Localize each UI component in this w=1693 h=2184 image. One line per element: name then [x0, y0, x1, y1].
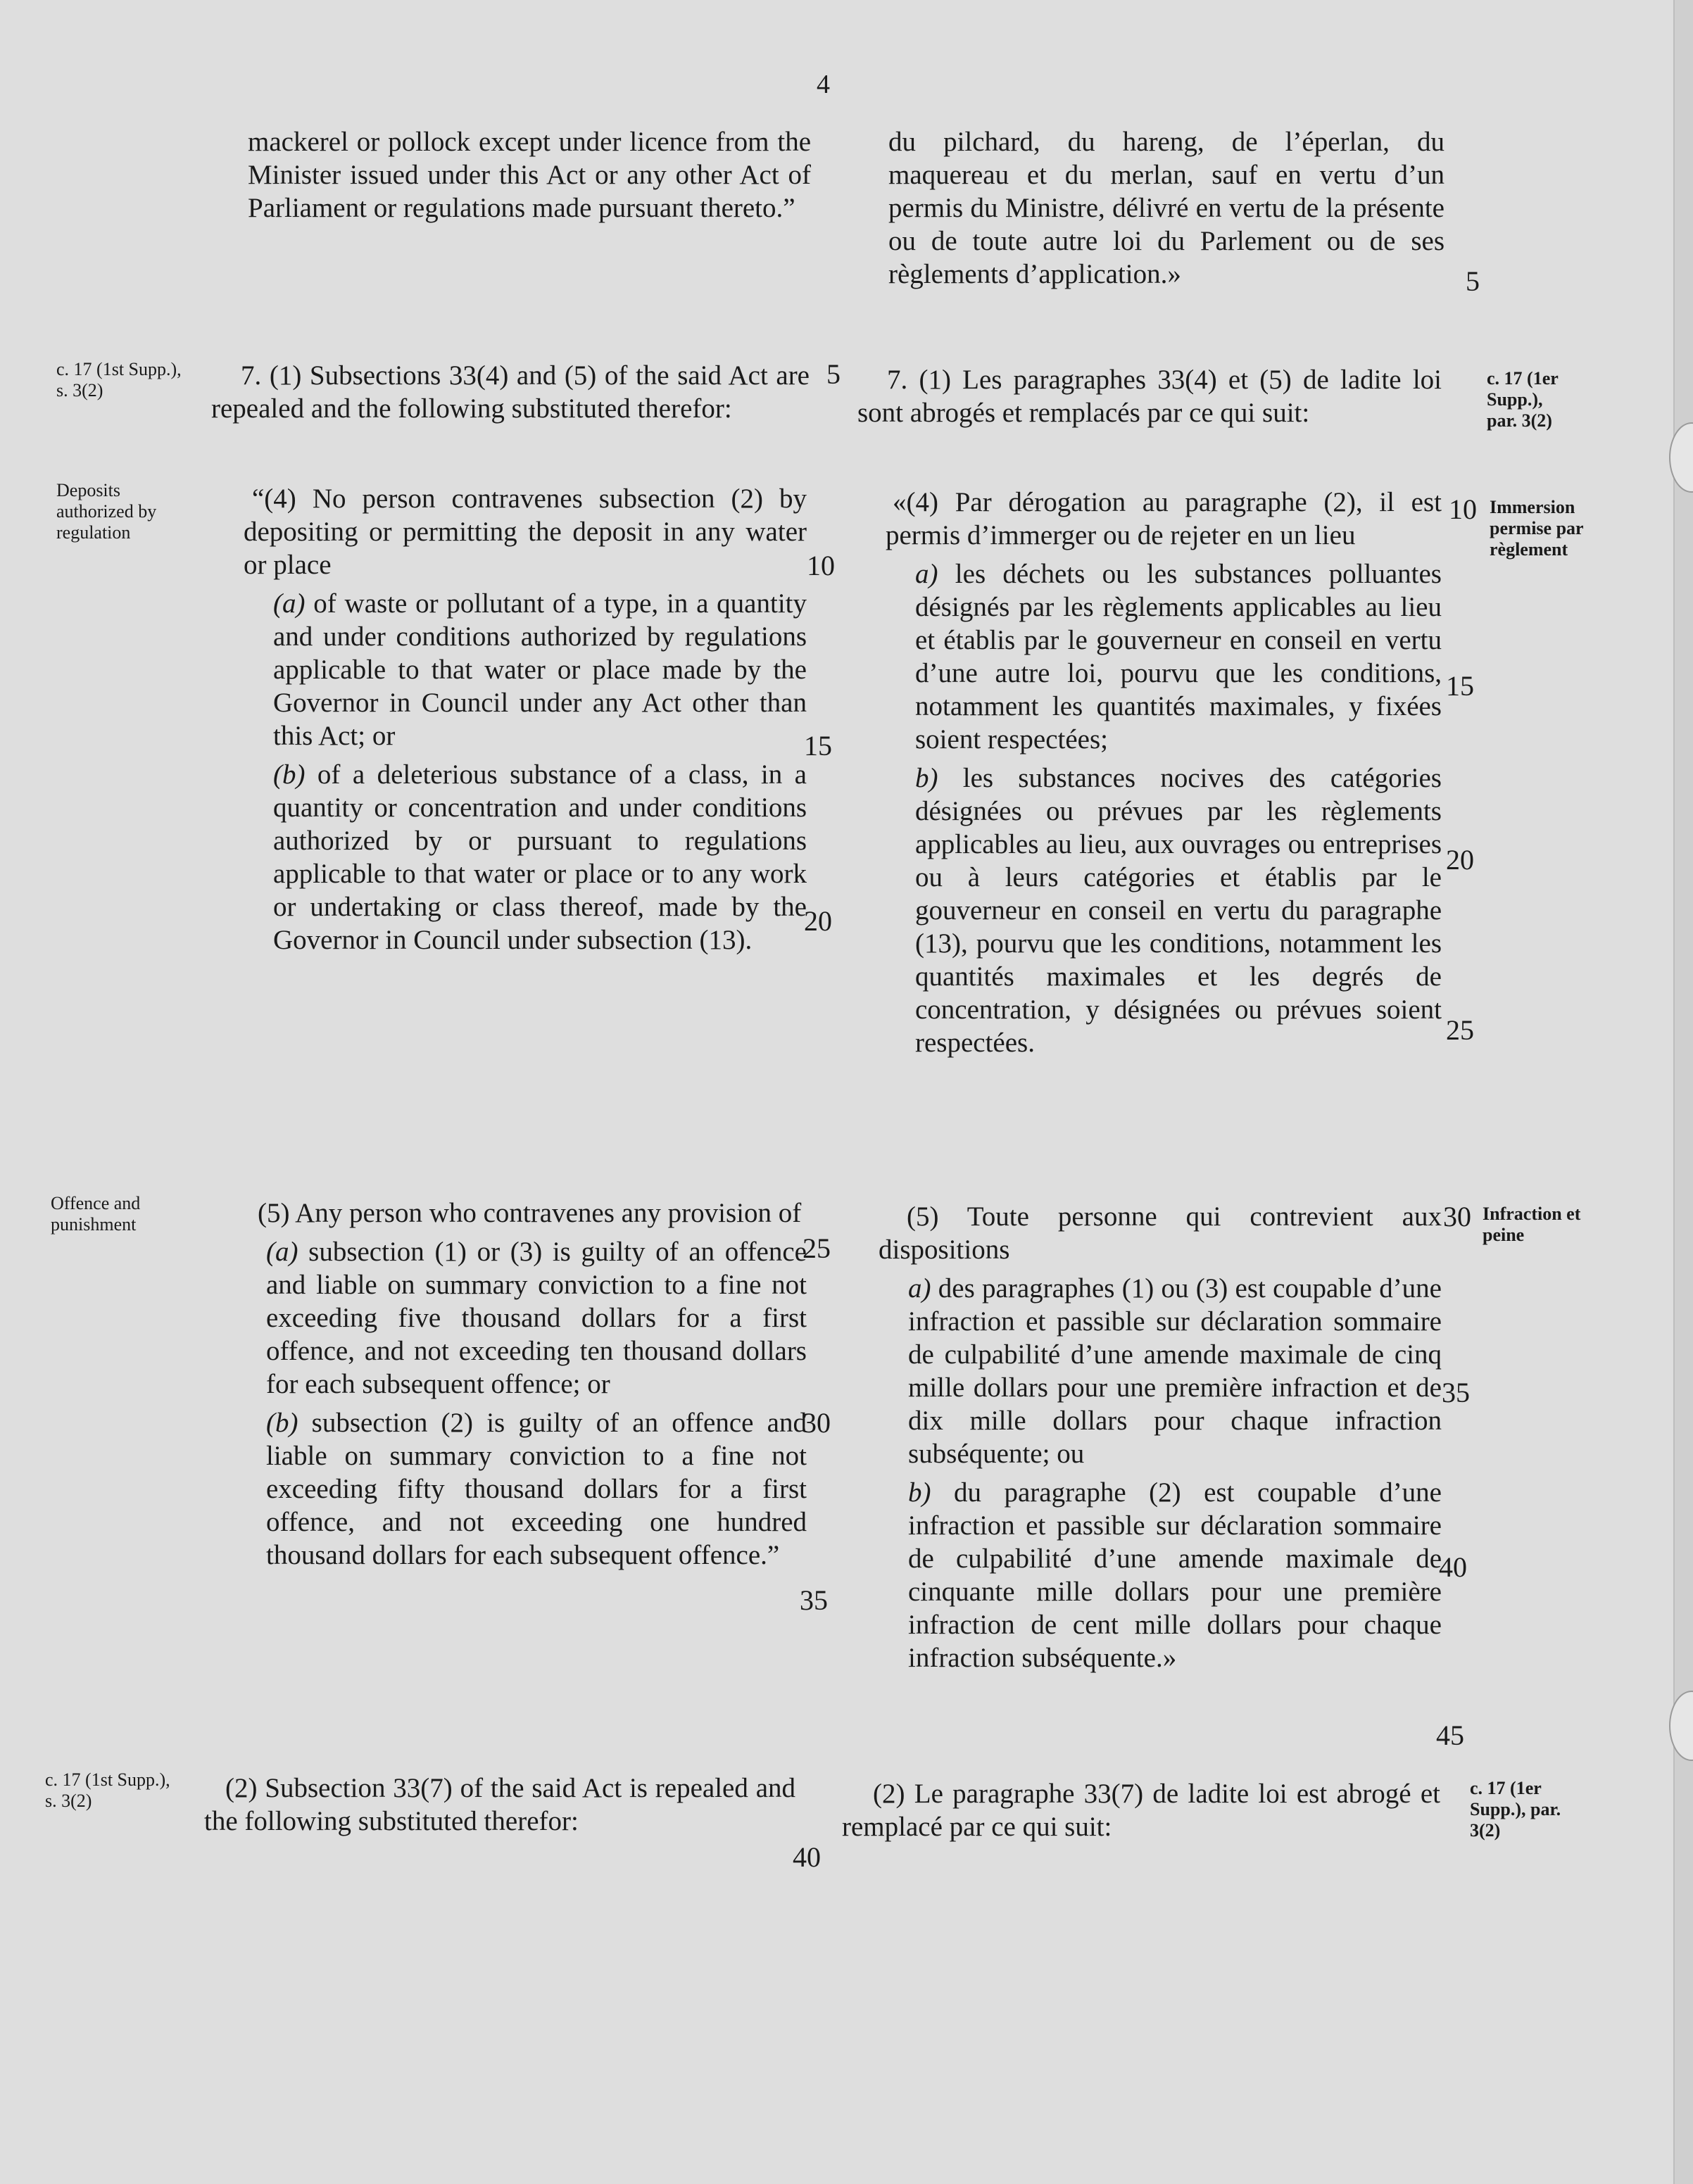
- line-number: 5: [1466, 265, 1480, 297]
- line-number: 25: [1446, 1014, 1474, 1046]
- line-number: 40: [793, 1841, 821, 1873]
- line-number: 10: [1449, 493, 1477, 525]
- en-para-4b: (b) of a deleterious substance of a class, in a quantity or concentration and under conditions authorized by or pursuant to regulations applicable to that water or place or to any work or undertaking or class thereof, made by the Governor in Council under subsection (13).: [273, 759, 807, 955]
- margin-note-right: c. 17 (1er Supp.), par. 3(2): [1470, 1778, 1561, 1841]
- margin-note-left: c. 17 (1st Supp.), s. 3(2): [45, 1769, 170, 1811]
- fr-carryover: du pilchard, du hareng, de l’éperlan, du maquereau et du merlan, sauf en vertu d’un permis du Ministre, délivré en vertu de la présente ou de toute autre loi du Parlement ou de ses règlements d’application.»: [888, 127, 1445, 289]
- margin-note-right: Immersion permise par règlement: [1490, 497, 1584, 560]
- line-number: 35: [1442, 1377, 1470, 1408]
- margin-note-right: Infraction et peine: [1483, 1204, 1581, 1245]
- fr-para-5b: b) du paragraphe (2) est coupable d’une infraction et passible sur déclaration sommaire de culpabilité d’une amende maximale de cinquante mille dollars pour une première infraction de cent mille dollars pour chaque infraction subséquente.»: [908, 1477, 1442, 1673]
- en-para-5b: (b) subsection (2) is guilty of an offence and liable on summary conviction to a fine not exceeding fifty thousand dollars for a first offence, and not exceeding one hundred thousand dollars for each subsequent offence.”: [266, 1408, 807, 1570]
- en-section-7-1: 7. (1) Subsections 33(4) and (5) of the said Act are repealed and the following substituted therefor:: [211, 360, 810, 424]
- fr-section-7-1: 7. (1) Les paragraphes 33(4) et (5) de ladite loi sont abrogés et remplacés par ce qui suit:: [857, 365, 1442, 428]
- line-number: 15: [804, 730, 832, 762]
- margin-note-left: Deposits authorized by regulation: [56, 480, 157, 543]
- line-number: 30: [803, 1407, 831, 1439]
- page-number: 4: [817, 70, 830, 99]
- en-carryover: mackerel or pollock except under licence from the Minister issued under this Act or any other Act of Parliament or regulations made pursuant thereto.”: [248, 127, 811, 223]
- line-number: 20: [804, 905, 832, 937]
- line-number: 45: [1436, 1719, 1464, 1751]
- en-subsection-4: “(4) No person contravenes subsection (2) by depositing or permitting the deposit in any water or place (a) of waste or pollutant of a type, in a quantity and under conditions authorized by regulations applicable to that water or place made by the Governor in Council under any Act other than this Act; or (b) of a deleterious substance of a class, in a quantity or concentration and under conditions authorized by or pursuant to regulations applicable to that water or place or to any work or undertaking or class thereof, made by the Governor in Council under subsection (13).: [244, 484, 807, 955]
- line-number: 30: [1443, 1201, 1471, 1232]
- line-number: 20: [1446, 844, 1474, 876]
- line-number: 25: [803, 1232, 831, 1264]
- line-number: 35: [800, 1584, 828, 1616]
- en-para-5a: (a) subsection (1) or (3) is guilty of an offence and liable on summary conviction to a fine not exceeding five thousand dollars for a first offence, and not exceeding ten thousand dollars for each subsequent offence; or: [266, 1237, 807, 1399]
- line-number: 40: [1439, 1551, 1467, 1583]
- margin-note-right: c. 17 (1er Supp.), par. 3(2): [1487, 368, 1559, 431]
- fr-subsection-4: «(4) Par dérogation au paragraphe (2), il est permis d’immerger ou de rejeter en un lieu a) les déchets ou les substances polluantes désignés par les règlements applicables au lieu et établis par le gouverneur en conseil en vertu d’une autre loi, pourvu que les conditions, notamment les quantités maximales, y fixées soient respectées; b) les substances nocives des catégories désignées ou prévues par les règlements applicables au lieu, aux ouvrages ou entreprises ou à leurs catégories et établis par le gouverneur en conseil en vertu du paragraphe (13), pourvu que les conditions, notamment les quantités maximales et les degrés de concentration, y désignées ou prévues soient respectées.: [886, 487, 1442, 1058]
- margin-note-left: Offence and punishment: [51, 1193, 141, 1235]
- fr-para-5a: a) des paragraphes (1) ou (3) est coupable d’une infraction et passible sur déclaration sommaire de culpabilité d’une amende maximale de cinq mille dollars pour une première infraction et de dix mille dollars pour chaque infraction subséquente; ou: [908, 1273, 1442, 1469]
- page-edge: [1673, 0, 1693, 2184]
- line-number: 5: [826, 358, 841, 390]
- fr-section-7-2: (2) Le paragraphe 33(7) de ladite loi est abrogé et remplacé par ce qui suit:: [842, 1779, 1440, 1842]
- fr-para-4a: a) les déchets ou les substances polluantes désignés par les règlements applicables au lieu et établis par le gouverneur en conseil en vertu d’une autre loi, pourvu que les conditions, notamment les quantités maximales, y fixées soient respectées;: [915, 559, 1442, 755]
- line-number: 15: [1446, 670, 1474, 702]
- en-subsection-5: (5) Any person who contravenes any provision of (a) subsection (1) or (3) is guilty of an offence and liable on summary conviction to a fine not exceeding five thousand dollars for a first offence, and not exceeding ten thousand dollars for each subsequent offence; or (b) subsection (2) is guilty of an offence and liable on summary conviction to a fine not exceeding fifty thousand dollars for a first offence, and not exceeding one hundred thousand dollars for each subsequent offence.”: [237, 1197, 807, 1572]
- line-number: 10: [807, 550, 835, 581]
- margin-note-left: c. 17 (1st Supp.), s. 3(2): [56, 359, 182, 400]
- en-para-4a: (a) of waste or pollutant of a type, in a quantity and under conditions authorized by regulations applicable to that water or place made by the Governor in Council under any Act other than this Act; or: [273, 588, 807, 751]
- fr-para-4b: b) les substances nocives des catégories désignées ou prévues par les règlements applicables au lieu, aux ouvrages ou entreprises ou à leurs catégories et établis par le gouverneur en conseil en vertu du paragraphe (13), pourvu que les conditions, notamment les quantités maximales et les degrés de concentration, y désignées ou prévues soient respectées.: [915, 763, 1442, 1058]
- fr-subsection-5: (5) Toute personne qui contrevient aux dispositions a) des paragraphes (1) ou (3) est coupable d’une infraction et passible sur déclaration sommaire de culpabilité d’une amende maximale de cinq mille dollars pour une première infraction et de dix mille dollars pour chaque infraction subséquente; ou b) du paragraphe (2) est coupable d’une infraction et passible sur déclaration sommaire de culpabilité d’une amende maximale de cinquante mille dollars pour une première infraction de cent mille dollars pour chaque infraction subséquente.»: [879, 1201, 1442, 1673]
- en-section-7-2: (2) Subsection 33(7) of the said Act is repealed and the following substituted therefor:: [204, 1773, 795, 1836]
